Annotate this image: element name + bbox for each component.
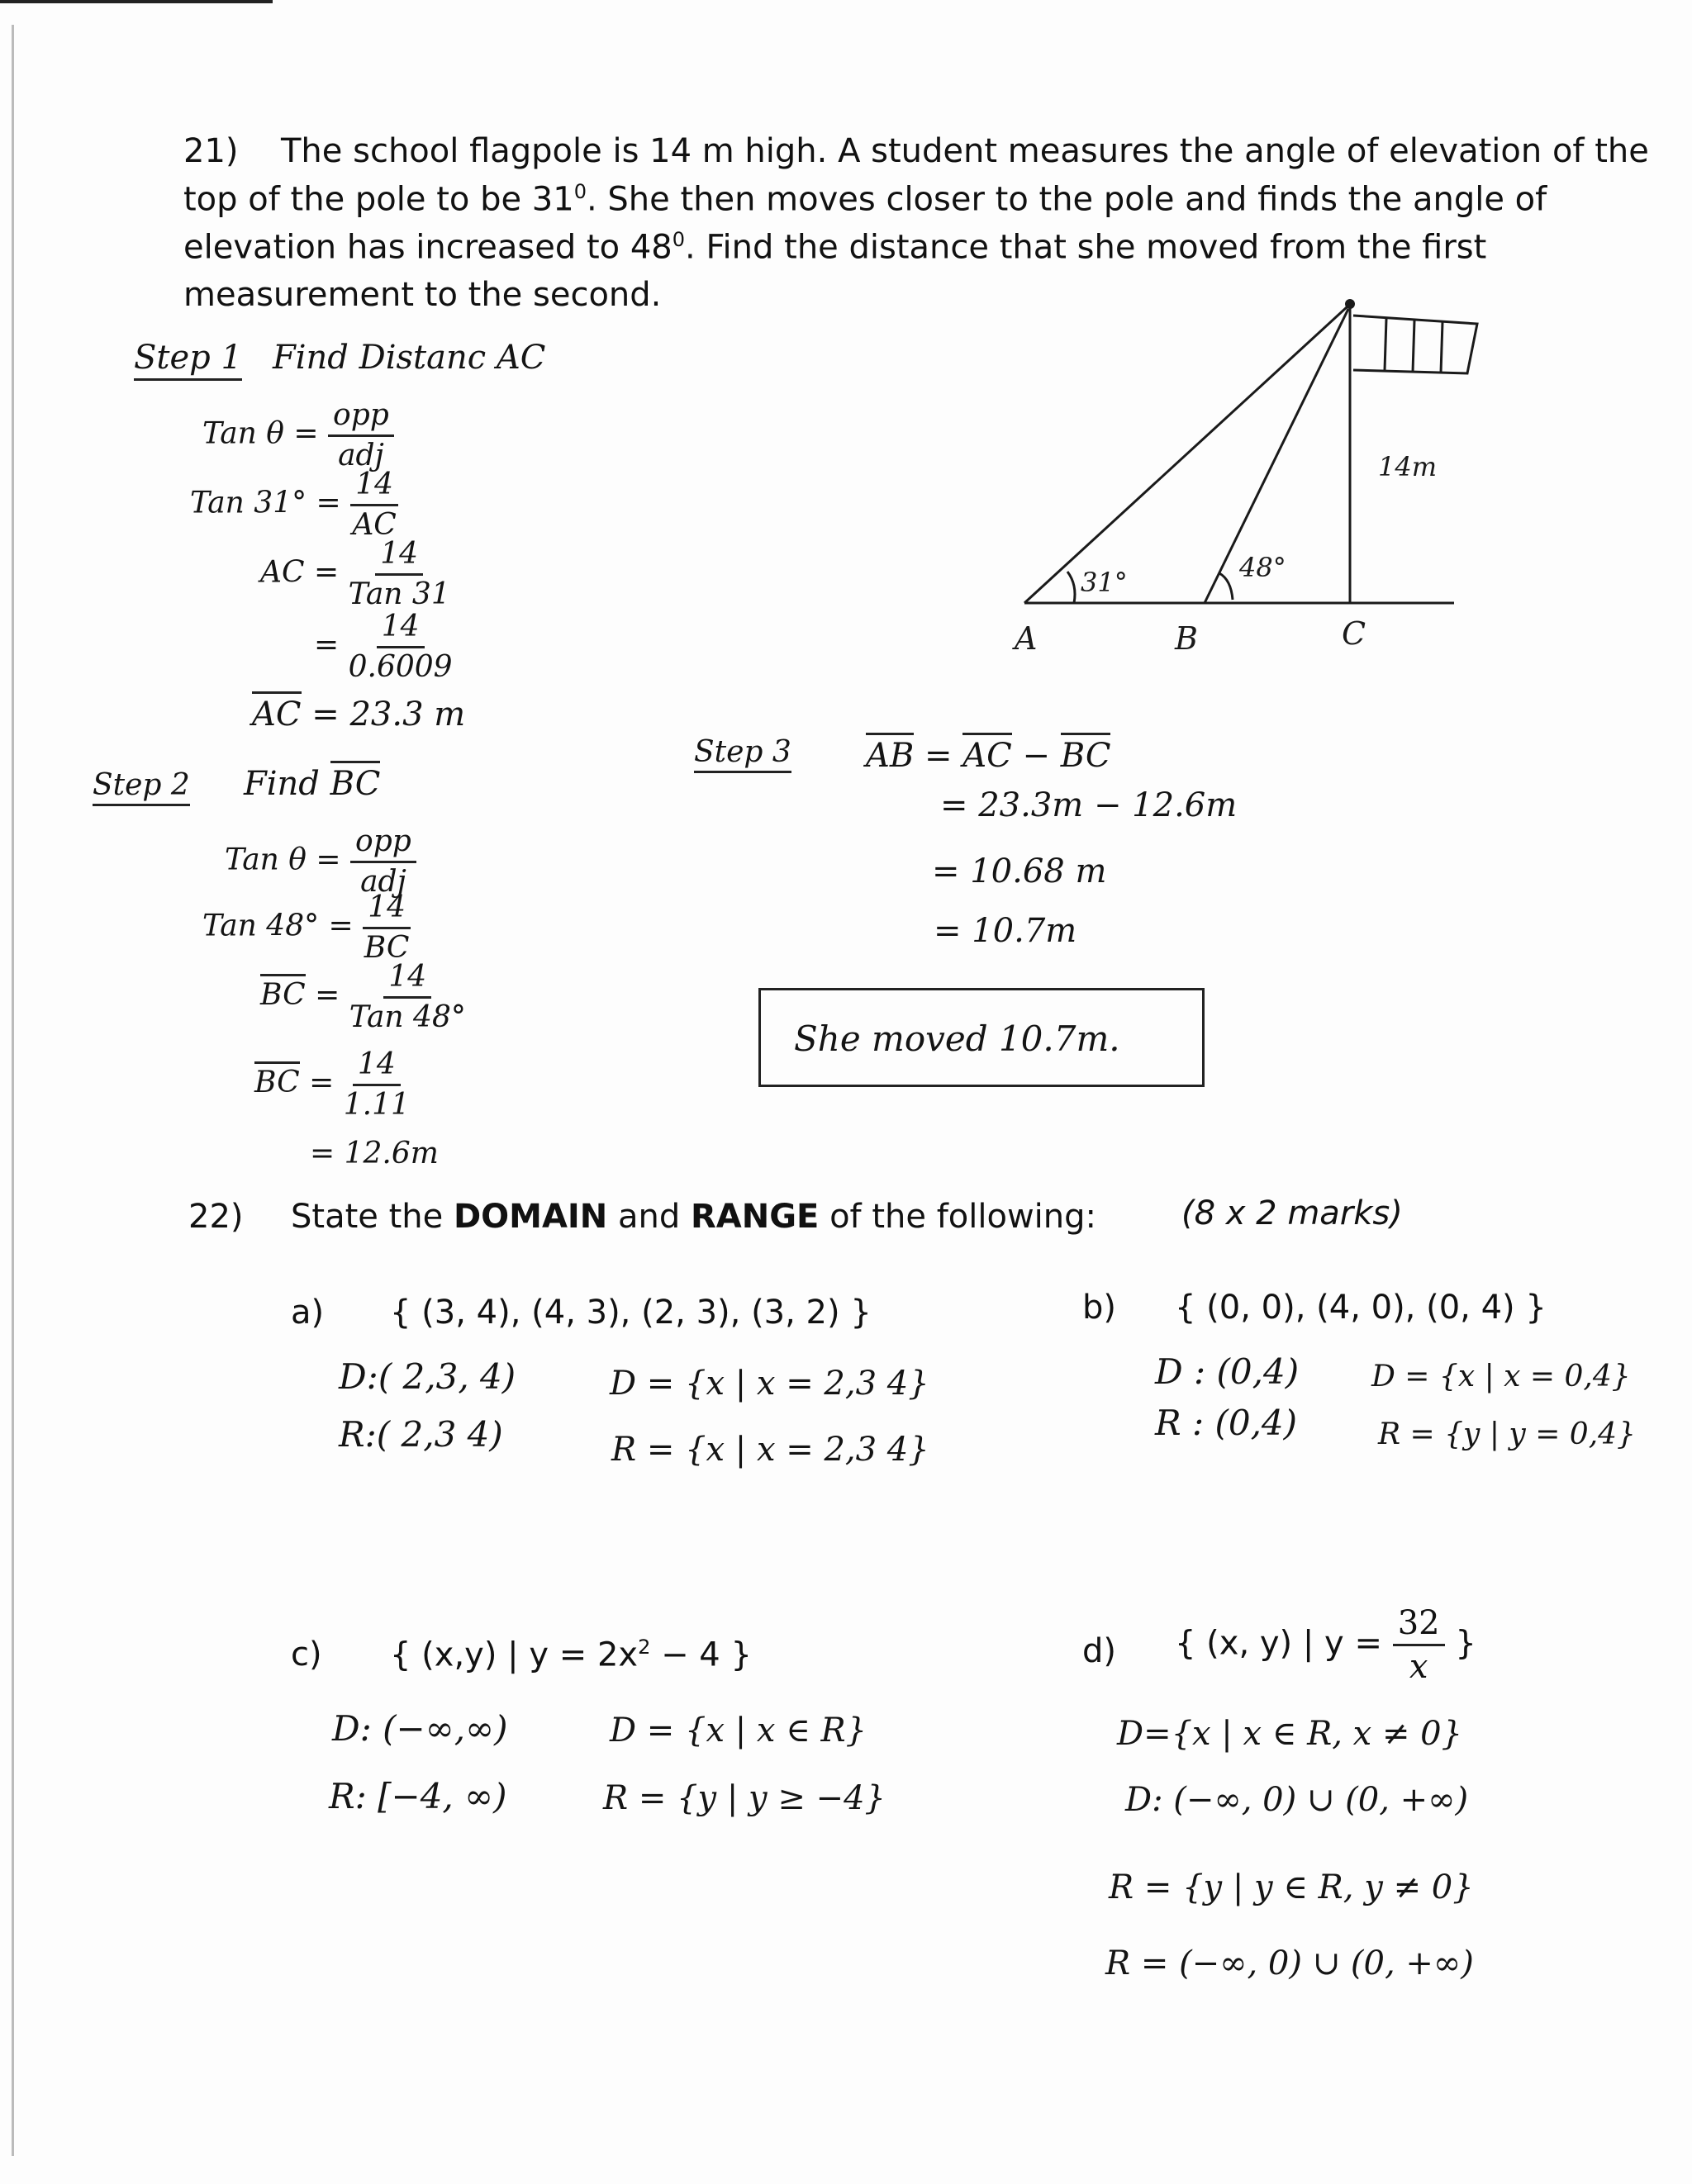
flag-stripe-3 [1441, 322, 1442, 373]
part-a-label: a) [291, 1294, 325, 1332]
step1-line4: = $\frac{14}{0.6009}$ [314, 610, 453, 684]
scan-top-mark [0, 0, 273, 3]
step2-title: Find BC [244, 765, 380, 803]
q21-line1: The school flagpole is 14 m high. A student measures the angle of elevation of the [281, 132, 1649, 170]
q22-number: 22) [188, 1198, 244, 1236]
part-d-domain-interval: D: (−∞, 0) ∪ (0, +∞) [1125, 1781, 1469, 1819]
step2-result: = 12.6m [310, 1137, 439, 1170]
label-angle-a: 31° [1081, 567, 1128, 598]
step2-line4: BC = $\frac{14}{1.11}$ [254, 1047, 410, 1122]
part-b-range-interval: R : (0,4) [1155, 1403, 1298, 1443]
step3-line4: = 10.7m [934, 912, 1077, 950]
q22-marks: (8 x 2 marks) [1181, 1194, 1403, 1232]
step3-line3: = 10.68 m [932, 852, 1107, 890]
step1-line1: Tan θ = $\frac{\text{opp}}{\text{adj}}$ [202, 400, 394, 472]
label-height: 14m [1378, 451, 1438, 482]
part-b-range-set: R = {y | y = 0,4} [1378, 1417, 1636, 1451]
angle-arc-b [1219, 573, 1233, 600]
step2-line2: Tan 48° = $\frac{14}{BC}$ [202, 890, 410, 965]
part-d-set: { (x, y) | y = $\frac{32}{x}$ } [1175, 1604, 1476, 1686]
part-b-domain-set: D = {x | x = 0,4} [1371, 1360, 1631, 1393]
flagpole-diagram [991, 281, 1504, 677]
answer-text: She moved 10.7m. [794, 1018, 1120, 1059]
step1-line2: Tan 31° = $\frac{14}{AC}$ [190, 469, 398, 541]
part-c-range-set: R = {y | y ≥ −4} [603, 1779, 886, 1817]
part-b-domain-interval: D : (0,4) [1155, 1351, 1300, 1392]
part-c-domain-set: D = {x | x ∈ R} [610, 1712, 867, 1750]
flag-stripe-2 [1413, 320, 1414, 372]
part-a-range-interval: R:( 2,3 4) [339, 1414, 503, 1455]
flag-stripe-1 [1385, 319, 1386, 370]
q21-line2: top of the pole to be $31^0$. She then moves closer to the pole and finds the angle of [183, 180, 1547, 219]
part-b-set: { (0, 0), (4, 0), (0, 4) } [1175, 1289, 1547, 1327]
part-b-label: b) [1082, 1289, 1116, 1327]
step1-result: AC = 23.3 m [252, 696, 465, 734]
angle-arc-a [1067, 572, 1075, 603]
step2-line3: BC = $\frac{14}{\text{Tan 48°}}$ [260, 960, 466, 1034]
part-a-set: { (3, 4), (4, 3), (2, 3), (3, 2) } [390, 1294, 872, 1332]
part-d-range-interval: R = (−∞, 0) ∪ (0, +∞) [1105, 1944, 1474, 1982]
part-d-range-set: R = {y | y ∈ R, y ≠ 0} [1109, 1868, 1474, 1906]
step1-title: Find Distanc AC [273, 339, 546, 377]
sightline-a [1024, 307, 1347, 603]
part-c-label: c) [291, 1636, 322, 1674]
step1-label: Step 1 [134, 339, 242, 381]
step2-label: Step 2 [93, 768, 190, 806]
part-d-label: d) [1082, 1632, 1116, 1670]
q21-line3: elevation has increased to $48^0$. Find the distance that she moved from the first [183, 228, 1487, 267]
step3-label: Step 3 [694, 735, 791, 773]
step3-line2: = 23.3m − 12.6m [940, 786, 1238, 824]
part-a-range-set: R = {x | x = 2,3 4} [611, 1431, 929, 1469]
label-c: C [1342, 615, 1366, 652]
scan-left-edge [12, 25, 14, 2156]
label-angle-b: 48° [1239, 552, 1286, 583]
answer-box [758, 988, 1205, 1087]
q21-line4: measurement to the second. [183, 276, 662, 314]
q21-number: 21) [183, 132, 239, 170]
part-c-domain-interval: D: (−∞,∞) [332, 1708, 508, 1749]
step2-line1: Tan θ = $\frac{\text{opp}}{\text{adj}}$ [225, 826, 416, 898]
q22-prompt: State the DOMAIN and RANGE of the following: [291, 1198, 1097, 1236]
step3-line1: AB = AC − BC [866, 737, 1110, 775]
part-a-domain-set: D = {x | x = 2,3 4} [610, 1365, 929, 1403]
part-c-set: { (x,y) | $y = 2x^2 - 4$ } [390, 1636, 752, 1674]
label-b: B [1175, 620, 1198, 657]
label-a: A [1015, 620, 1038, 657]
part-a-domain-interval: D:( 2,3, 4) [339, 1356, 516, 1397]
part-d-domain-set: D={x | x ∈ R, x ≠ 0} [1117, 1715, 1463, 1753]
part-c-range-interval: R: [−4, ∞) [329, 1776, 507, 1816]
step1-line3: AC = $\frac{14}{\text{Tan 31}}$ [260, 537, 450, 611]
